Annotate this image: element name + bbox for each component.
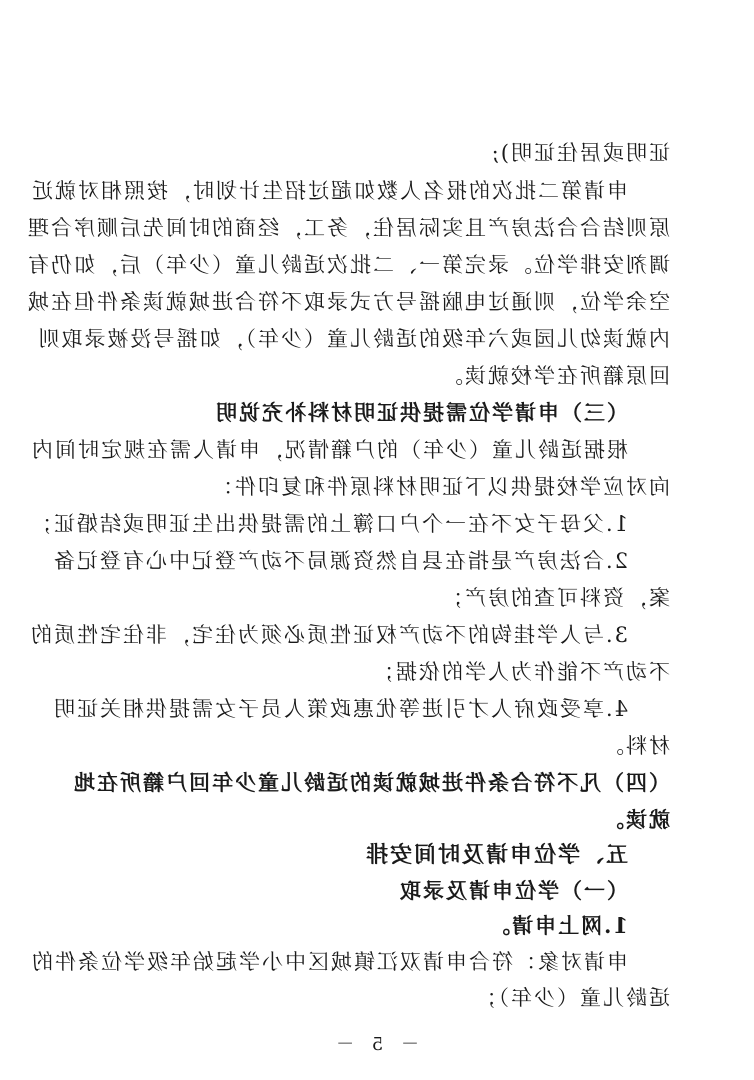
text-line: 申请第二批次的报名人数如超过招生计划时，按照相对就近 [30,179,628,203]
subsection-heading: 1.网上申请。 [487,913,628,938]
text-line: 申请对象：符合申请双江镇城区中小学起始年级学位条件的 [30,950,628,974]
text-line: 向对应学校提供以下证明材料原件和复印件： [210,475,670,499]
text-line: 材料。 [601,734,670,758]
list-item: 2.合法房产是指在县自然资源局不动产登记中心有登记备 [51,549,628,573]
text-line: 回原籍所在学校就读。 [440,364,670,388]
text-line: 就读。 [601,807,670,832]
text-line: 适龄儿童（少年）； [473,986,670,1010]
page-number: － 5 － [330,1034,419,1055]
list-item: 3.与人学挂钩的不动产权证性质必须为住宅，非住宅性质的 [28,623,628,647]
text-line: 根据适龄儿童（少年）的户籍情况，申请人需在规定时间内 [30,438,628,462]
text-line: 原则结合合法房产且实际居住，务工，经商的时间先后顺序合理 [26,216,670,240]
list-item: 4.享受政府人才引进等优惠政策人员子女需提供相关证明 [51,697,628,721]
text-line: 空余学位，则通过电脑摇号方式录取不符合进城就读条件但在城 [26,290,670,314]
section-heading: （三）申请学位需提供证明材料补充说明 [214,400,628,425]
list-item: 1.父母子女不在一个户口簿上的需提供出生证明或结婚证； [28,512,628,536]
text-line: 证明或居住证明); [489,141,670,165]
section-heading: （四）凡不符合条件进城就读的适龄儿童少年回户籍所在地 [72,770,670,795]
text-line: 调剂安排学位。录完第一、二批次适龄儿童（少年）后，如仍有 [26,253,670,277]
text-line: 不动产不能作为人学的依据； [371,660,670,684]
section-heading: （一）学位申请及录取 [398,878,628,903]
text-line: 内就读幼儿园或六年级的适龄儿童（少年），如摇号没被录取则 [36,327,670,351]
chapter-heading: 五、学位申请及时间安排 [363,842,628,868]
text-line: 案，资料可查的房产； [440,586,670,610]
